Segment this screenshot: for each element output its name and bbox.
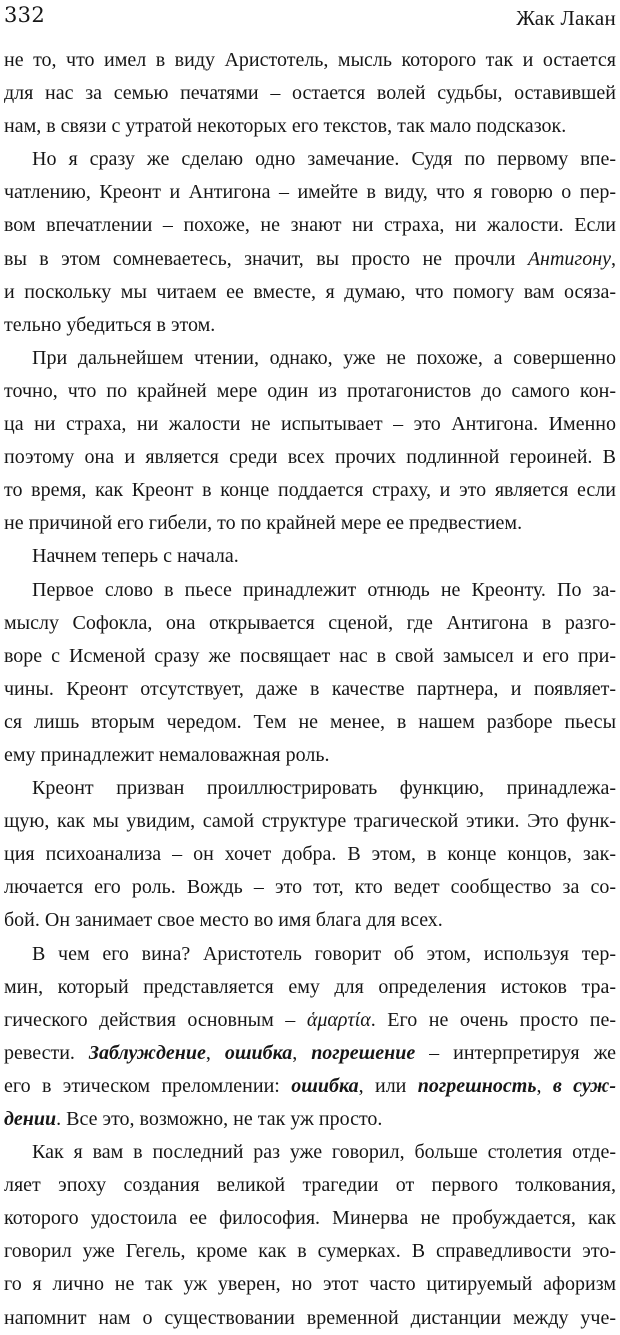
text-line <box>4 1070 616 1103</box>
text-line: мин, который представляется ему для определения истоков тра- <box>4 975 616 998</box>
text-line: В чем его вина? Аристотель говорит об этом, используя тер- <box>32 942 616 965</box>
text-line: ся лишь вторым чередом. Тем не менее, в нашем разборе пьесы <box>4 710 616 733</box>
bold-italic-text: погрешность <box>417 1074 537 1097</box>
text-line: ляет эпоху создания великой трагедии от первого толкования, <box>4 1174 616 1197</box>
page-header <box>0 0 620 38</box>
text-run: , <box>292 1041 312 1064</box>
text-line: нам, в связи с утратой некоторых его текстов, так мало подсказок. <box>4 115 567 138</box>
page-number: 332 <box>4 3 45 27</box>
text-run: , <box>536 1074 553 1097</box>
text-line: го я лично не так уж уверен, но этот часто цитируемый афоризм <box>4 1273 616 1296</box>
text-line: Но я сразу же сделаю одно замечание. Судя по первому впе- <box>32 148 616 171</box>
text-line: точно, что по крайней мере один из протагонистов до самого кон- <box>4 379 616 402</box>
text-line: не причиной его гибели, то по крайней мере ее предвестием. <box>4 512 523 535</box>
text-line <box>4 243 616 276</box>
text-line: вом впечатлении – похоже, не знают ни страха, ни жалости. Если <box>4 214 616 237</box>
text-line: которого удостоила ее философия. Минерва не пробуждается, как <box>4 1207 616 1230</box>
text-line: лючается его роль. Вождь – это тот, кто ведет сообщество за со- <box>4 876 616 899</box>
text-line <box>4 1103 616 1136</box>
bold-italic-text: дении <box>4 1108 57 1130</box>
text-run: гического действия основным – <box>4 1008 307 1031</box>
text-run: , <box>611 247 616 270</box>
running-title: Жак Лакан <box>516 6 616 30</box>
text-line: чатлению, Креонт и Антигона – имейте в виду, что я говорю о пер- <box>4 181 616 204</box>
text-run: . Его не очень просто пе- <box>370 1008 616 1031</box>
text-line <box>4 1004 616 1037</box>
text-line: ца ни страха, ни жалости не испытывает – это Антигона. Именно <box>4 413 616 436</box>
text-line: ему принадлежит немаловажная роль. <box>4 743 330 766</box>
text-line <box>4 1037 616 1070</box>
text-line: для нас за семью печатями – остается волей судьбы, оставившей <box>4 82 616 105</box>
text-line: тельно убедиться в этом. <box>4 313 216 336</box>
text-line: то время, как Креонт в конце поддается страху, и это является если <box>4 479 616 502</box>
text-line: чины. Креонт отсутствует, даже в качестве партнера, и появляет- <box>4 677 616 700</box>
text-line: Первое слово в пьесе принадлежит отнюдь не Креонту. По за- <box>32 578 616 601</box>
text-run: вы в этом сомневаетесь, значит, вы просто не прочли <box>4 247 528 270</box>
text-line: говорил уже Гегель, кроме как в сумерках. В справедливости это- <box>4 1240 616 1263</box>
text-line: воре с Исменой сразу же посвящает нас в свой замысел и его при- <box>4 644 616 667</box>
bold-italic-text: ошибка <box>291 1074 359 1097</box>
text-line: не то, что имел в виду Аристотель, мысль которого так и остается <box>4 49 616 71</box>
bold-italic-text: ошибка <box>224 1041 293 1064</box>
text-line: мыслу Софокла, она открывается сценой, где Антигона в разго- <box>4 611 616 634</box>
text-line: щую, как мы увидим, самой структуре трагической этики. Это функ- <box>4 810 616 833</box>
text-line: и поскольку мы читаем ее вместе, я думаю, что помогу вам осяза- <box>4 280 616 303</box>
text-run: ревести. <box>4 1041 89 1064</box>
text-run: – интерпретируя же <box>415 1041 616 1064</box>
bold-italic-text: Заблуждение <box>88 1041 206 1064</box>
text-line: поэтому она и является среди всех прочих подлинной героиней. В <box>4 446 616 469</box>
text-line: Креонт призван проиллюстрировать функцию, принадлежа- <box>32 777 616 800</box>
bold-italic-text: погрешение <box>311 1041 416 1064</box>
text-line: Начнем теперь с начала. <box>32 545 239 568</box>
text-run: , <box>205 1041 225 1064</box>
italic-text: ἁμαρτία <box>306 1008 371 1031</box>
bold-italic-text: в суж- <box>552 1074 616 1097</box>
text-line: ция психоанализа – он хочет добра. В этом, в конце концов, зак- <box>4 843 616 866</box>
italic-text: Антигону <box>527 247 611 270</box>
text-line: При дальнейшем чтении, однако, уже не похоже, а совершенно <box>32 346 616 369</box>
text-run: . Все это, возможно, не так уж просто. <box>56 1108 383 1130</box>
text-run: , или <box>358 1074 418 1097</box>
text-run: его в этическом преломлении: <box>4 1074 292 1097</box>
body-text <box>4 44 616 1335</box>
text-line: бой. Он занимает свое место во имя блага для всех. <box>4 909 443 932</box>
text-line: Как я вам в последний раз уже говорил, больше столетия отде- <box>32 1141 616 1164</box>
text-line: напомнит нам о существовании временной дистанции между уче- <box>4 1306 616 1329</box>
